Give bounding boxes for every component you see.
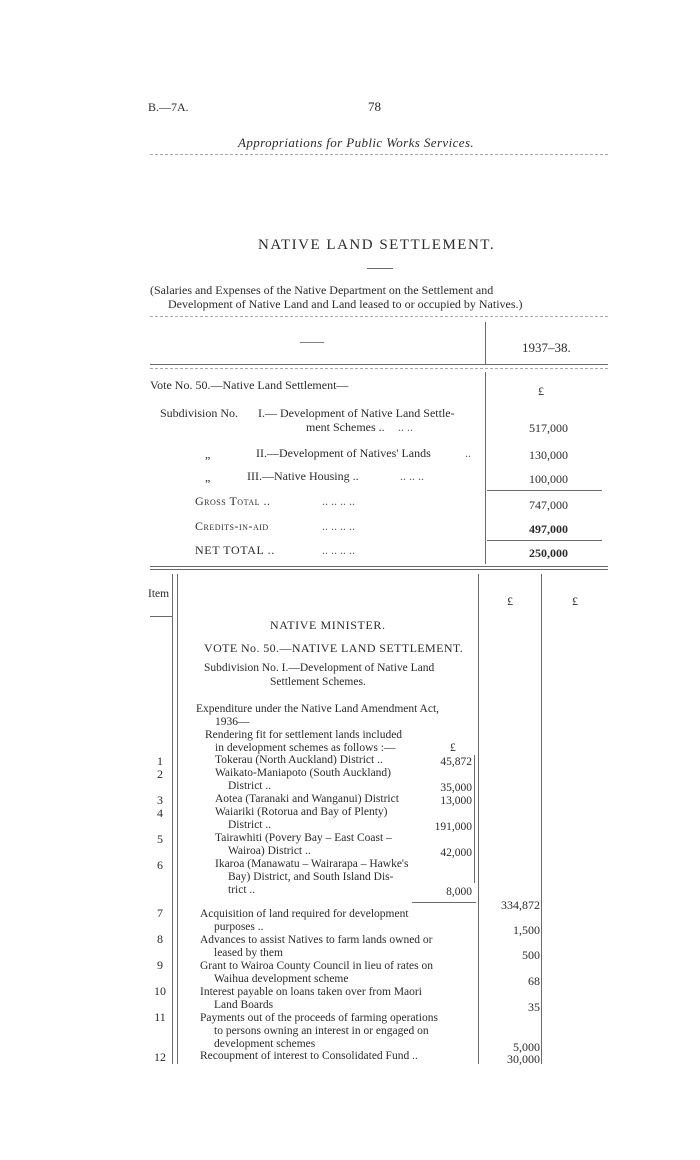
- section-heading: NATIVE LAND SETTLEMENT.: [258, 237, 496, 253]
- district-total: 334,872: [501, 898, 540, 912]
- summary-gross-label: Gross Total ..: [195, 494, 271, 508]
- summary-net-amount: 250,000: [529, 546, 568, 560]
- summary-sub2-ditto: „: [205, 447, 211, 461]
- district-line: Waikato-Maniapoto (South Auckland): [215, 767, 392, 779]
- detail-subdivision-line2: Settlement Schemes.: [270, 676, 366, 688]
- summary-vote: Vote No. 50.—Native Land Settlement—: [150, 378, 349, 392]
- summary-header-year: 1937–38.: [522, 340, 571, 355]
- district-amount: 42,000: [440, 847, 472, 859]
- item-line: to persons owning an interest in or engaged on: [214, 1025, 429, 1037]
- item-amount: 30,000: [507, 1052, 540, 1066]
- item-line: Acquisition of land required for development: [200, 908, 409, 920]
- summary-sub1-amount: 517,000: [529, 421, 568, 435]
- district-line: Bay) District, and South Island Dis-: [228, 871, 394, 883]
- item-number: 4: [157, 806, 163, 820]
- item-column-header: Item: [148, 588, 170, 600]
- item-number: 11: [154, 1010, 166, 1024]
- detail-subdivision-line1: Subdivision No. I.—Development of Native Land: [204, 662, 435, 674]
- heading-rule: [367, 268, 393, 269]
- item-line: Land Boards: [214, 999, 274, 1011]
- district-line: Tairawhiti (Povery Bay – East Coast –: [215, 832, 392, 844]
- item-number: 5: [157, 832, 163, 846]
- district-line: Aotea (Taranaki and Wanganui) District: [215, 793, 399, 805]
- district-line: Wairoa) District ..: [228, 845, 311, 857]
- page-number: 78: [368, 99, 381, 114]
- district-line: District ..: [228, 819, 272, 831]
- rendering-line1: Rendering fit for settlement lands included: [205, 729, 403, 741]
- summary-header-left: ——: [300, 334, 324, 348]
- summary-sub1-numeral: I.—: [258, 406, 277, 420]
- inner-currency: £: [450, 742, 456, 754]
- item-amount: 68: [528, 974, 540, 988]
- item-line: Interest payable on loans taken over from Maori: [200, 986, 422, 998]
- summary-subdivision-label: Subdivision No.: [160, 406, 239, 420]
- item-number: 10: [154, 984, 166, 998]
- item-amount: 5,000: [513, 1040, 540, 1054]
- summary-credits-amount: 497,000: [529, 522, 568, 536]
- summary-sub2-amount: 130,000: [529, 448, 568, 462]
- item-amount: 500: [522, 948, 540, 962]
- district-line: Waiariki (Rotorua and Bay of Plenty): [215, 806, 388, 818]
- item-number: 6: [157, 858, 163, 872]
- summary-sub1-line2: ment Schemes ..: [306, 420, 385, 434]
- summary-sub3-amount: 100,000: [529, 472, 568, 486]
- district-line: District ..: [228, 780, 272, 792]
- summary-net-label: NET TOTAL ..: [195, 543, 275, 557]
- document-reference: B.—7A.: [148, 100, 189, 114]
- district-amount: 13,000: [440, 795, 472, 807]
- description-rule: [150, 316, 608, 317]
- summary-sub2-text: II.—Development of Natives' Lands: [256, 446, 431, 460]
- district-amount: 8,000: [446, 886, 472, 898]
- minister-heading: NATIVE MINISTER.: [270, 618, 386, 632]
- section-description-line2: Development of Native Land and Land leased to or occupied by Natives.): [168, 297, 523, 311]
- detail-currency-col1: £: [507, 594, 513, 608]
- item-line: Grant to Wairoa County Council in lieu of rates on: [200, 960, 433, 972]
- item-line: development schemes: [214, 1038, 316, 1050]
- summary-currency: £: [538, 384, 544, 398]
- item-line: purposes ..: [214, 921, 264, 933]
- detail-currency-col2: £: [572, 594, 578, 608]
- summary-sub3-text: III.—Native Housing ..: [247, 469, 359, 483]
- item-line: Advances to assist Natives to farm lands owned or: [200, 934, 433, 946]
- item-line: Payments out of the proceeds of farming operations: [200, 1012, 438, 1024]
- item-number: 8: [157, 932, 163, 946]
- item-number: 7: [157, 906, 163, 920]
- item-line: leased by them: [214, 947, 283, 959]
- detail-vote-heading: VOTE No. 50.—NATIVE LAND SETTLEMENT.: [204, 641, 464, 655]
- district-line: Tokerau (North Auckland) District ..: [215, 754, 383, 766]
- item-amount: 35: [528, 1000, 540, 1014]
- district-amount: 45,872: [440, 756, 472, 768]
- summary-sub1-line1: Development of Native Land Settle-: [280, 406, 455, 420]
- district-line: trict ..: [228, 884, 256, 896]
- district-amount: 191,000: [434, 821, 472, 833]
- item-line: Recoupment of interest to Consolidated Fund ..: [200, 1050, 418, 1062]
- item-amount: 1,500: [513, 923, 540, 937]
- page-title: Appropriations for Public Works Services.: [238, 135, 475, 150]
- rendering-line2: in development schemes as follows :—: [215, 742, 396, 754]
- item-number: 1: [157, 754, 163, 768]
- item-line: Waihua development scheme: [214, 973, 349, 985]
- summary-credits-label: Credits-in-aid: [195, 519, 269, 533]
- expenditure-line1: Expenditure under the Native Land Amendment Act,: [196, 703, 440, 715]
- header-rule: [150, 154, 608, 155]
- district-line: Ikaroa (Manawatu – Wairarapa – Hawke's: [215, 858, 409, 870]
- item-number: 12: [154, 1050, 166, 1064]
- summary-sub3-ditto: „: [205, 470, 211, 484]
- district-amount: 35,000: [440, 782, 472, 794]
- item-number: 2: [157, 767, 163, 781]
- expenditure-line2: 1936—: [215, 716, 250, 728]
- section-description-line1: (Salaries and Expenses of the Native Department on the Settlement and: [150, 283, 494, 297]
- item-number: 9: [157, 958, 163, 972]
- summary-gross-amount: 747,000: [529, 498, 568, 512]
- item-number: 3: [157, 793, 163, 807]
